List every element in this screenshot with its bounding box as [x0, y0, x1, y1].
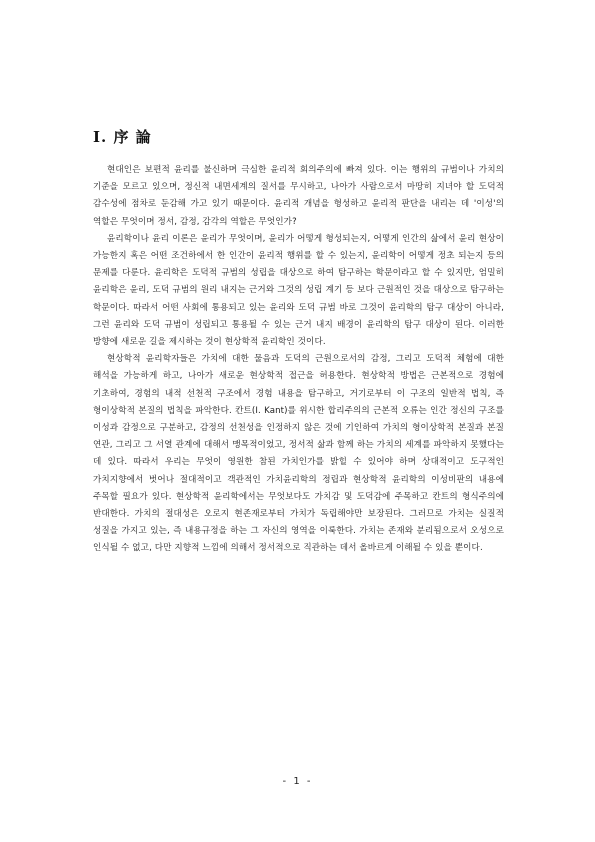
- paragraph-ethics-definition: 윤리학이나 윤리 이론은 윤리가 무엇이며, 윤리가 어떻게 형성되는지, 어떻게 인간의 삶에서 윤리 현상이 가능한지 혹은 어떤 조건하에서 한 인간이 윤리적 행위를 할 수 있는지, 윤리학이 어떻게 정초 되는지 등의 문제를 다룬다. 윤리학은 도덕적 규범의 성립을 대상으로 하여 탐구하는 학문이라고 할 수 있지만, 엄밀히 윤리학은 윤리, 도덕 규범의 원리 내지는 근거와 그것의 성립 계기 등 보다 근원적인 것을 대상으로 탐구하는 학문이다. 따라서 어떤 사회에 통용되고 있는 윤리와 도덕 규범 바로 그것이 윤리학의 탐구 대상이 아니라, 그런 윤리와 도덕 규범이 성립되고 통용될 수 있는 근거 내지 배경이 윤리학의 탐구 대상이 된다. 이러한 방향에 새로운 길을 제시하는 것이 현상학적 윤리학인 것이다.: [93, 233, 504, 348]
- paragraph-intro: 현대인은 보편적 윤리를 불신하며 극심한 윤리적 회의주의에 빠져 있다. 이는 행위의 규범이나 가치의 기준을 모르고 있으며, 정신적 내면세계의 질서를 무시하고, 나아가 사람으로서 마땅히 지녀야 할 도덕적 감수성에 점차로 둔감해 가고 있기 때문이다. 윤리적 개념을 형성하고 윤리적 판단을 내리는 데 '이성'의 역할은 무엇이며 정서, 감정, 감각의 역할은 무엇인가?: [93, 165, 504, 227]
- paragraph-phenomenological-ethics: 현상학적 윤리학자들은 가치에 대한 물음과 도덕의 근원으로서의 감정, 그리고 도덕적 체험에 대한 해석을 가능하게 하고, 나아가 새로운 현상학적 접근을 허용한다. 현상학적 방법은 근본적으로 경험에 기초하여, 경험의 내적 선천적 구조에서 경험 내용을 탐구하고, 거기로부터 이 구조의 일반적 법칙, 즉 형이상학적 본질의 법칙을 파악한다. 칸트(I. Kant)를 위시한 합리주의의 근본적 오류는 인간 정신의 구조를 이성과 감정으로 구분하고, 감정의 선천성을 인정하지 않은 것에 기인하여 가치의 형이상학적 본질과 본질 연관, 그리고 그 서열 관계에 대해서 맹목적이었고, 정서적 삶과 함께 하는 가치의 세계를 파악하지 못했다는 데 있다. 따라서 우리는 무엇이 영원한 참된 가치인가를 밝힐 수 있어야 하며 상대적이고 도구적인 가치지향에서 벗어나 절대적이고 객관적인 가치윤리학의 정립과 현상학적 윤리학의 이성비판의 내용에 주목할 필요가 있다. 현상학적 윤리학에서는 무엇보다도 가치감 및 도덕감에 주목하고 칸트의 형식주의에 반대한다. 가치의 절대성은 오로지 현존재로부터 가치가 독립해야만 보장된다. 그러므로 가치는 실질적 성질을 가지고 있는, 즉 내용규정을 하는 그 자신의 영역을 이룩한다. 가치는 존재와 분리됨으로서 오성으로 인식될 수 없고, 다만 지향적 느낌에 의해서 정서적으로 직관하는 데서 올바르게 이해될 수 있을 뿐이다.: [93, 354, 504, 554]
- page-number: - 1 -: [282, 776, 313, 787]
- body-text: [93, 162, 504, 558]
- section-heading: I. 序 論: [93, 128, 152, 146]
